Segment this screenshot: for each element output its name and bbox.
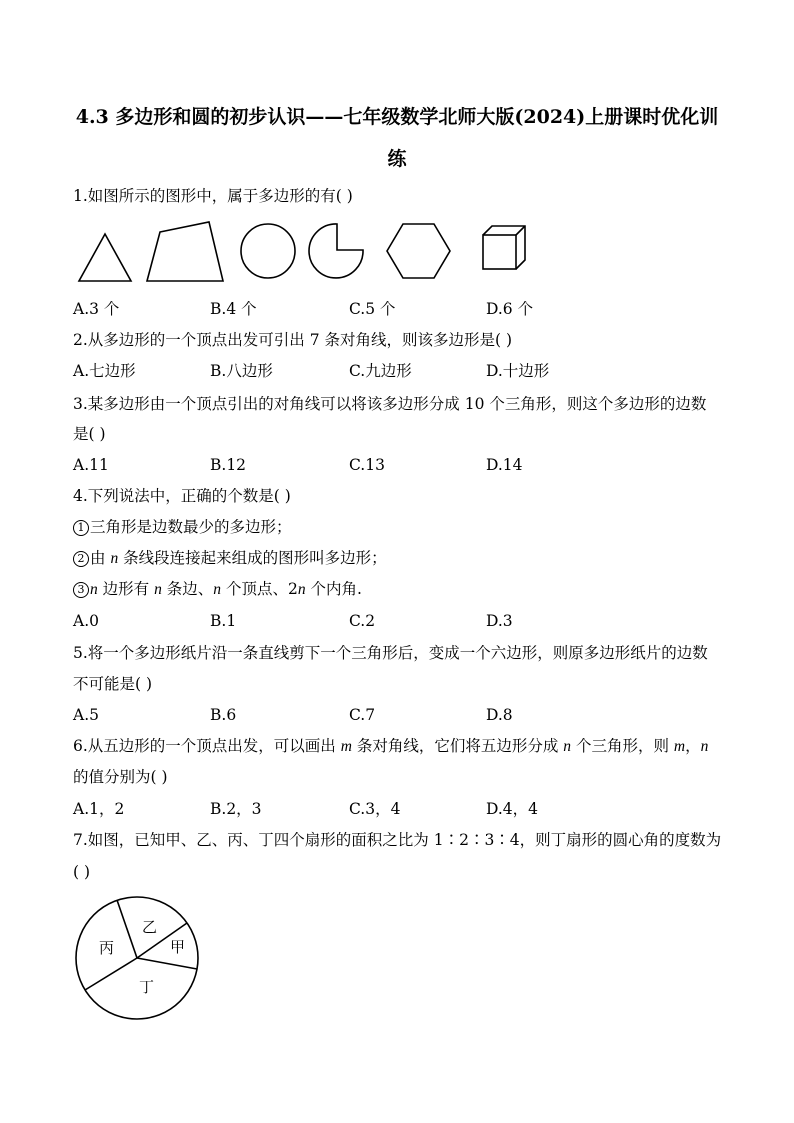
question-4-option-a[interactable]: A.0 (73, 612, 99, 630)
question-3-option-c[interactable]: C.13 (349, 456, 385, 474)
question-2-option-a[interactable]: A.七边形 (73, 362, 136, 380)
question-5-line-2: 不可能是( ) (73, 675, 153, 693)
question-6-line-1: 6.从五边形的一个顶点出发，可以画出 m 条对角线，它们将五边形分成 n 个三角形，则 m，n (73, 737, 709, 755)
question-1-text: 1.如图所示的图形中，属于多边形的有( ) (73, 187, 353, 205)
question-1-option-c[interactable]: C.5 个 (349, 300, 396, 318)
question-4-statement-1: 1 三角形是边数最少的多边形； (73, 516, 292, 538)
question-4-statement-2: 2 由 n 条线段连接起来组成的图形叫多边形； (73, 547, 387, 570)
question-3-line-2: 是( ) (73, 425, 106, 443)
question-2-option-b[interactable]: B.八边形 (210, 362, 273, 380)
title-line-2: 练 (387, 148, 407, 170)
question-3-option-d[interactable]: D.14 (486, 456, 523, 474)
question-2-option-c[interactable]: C.九边形 (349, 362, 412, 380)
question-4-text: 4.下列说法中，正确的个数是( ) (73, 487, 291, 505)
question-3-line-1: 3.某多边形由一个顶点引出的对角线可以将该多边形分成 10 个三角形，则这个多边形的边数 (73, 395, 707, 413)
question-2-option-d[interactable]: D.十边形 (486, 362, 550, 380)
circled-number-3: 3 (73, 582, 89, 598)
question-4-option-b[interactable]: B.1 (210, 612, 237, 630)
question-6-line-2: 的值分别为( ) (73, 768, 168, 786)
question-6-option-b[interactable]: B.2，3 (210, 800, 262, 818)
sector-label-bing: 丙 (99, 939, 115, 957)
question-1-option-d[interactable]: D.6 个 (486, 300, 534, 318)
sector-label-yi: 乙 (142, 918, 158, 936)
title-line-1: 4.3 多边形和圆的初步认识——七年级数学北师大版(2024)上册课时优化训 (75, 106, 719, 128)
question-5-option-d[interactable]: D.8 (486, 706, 513, 724)
question-5-line-1: 5.将一个多边形纸片沿一条直线剪下一个三角形后，变成一个六边形，则原多边形纸片的边数 (73, 644, 708, 662)
question-4-option-d[interactable]: D.3 (486, 612, 513, 630)
question-4-option-c[interactable]: C.2 (349, 612, 376, 630)
question-6-option-c[interactable]: C.3，4 (349, 800, 401, 818)
question-3-option-a[interactable]: A.11 (73, 456, 109, 474)
circled-number-2: 2 (73, 551, 89, 567)
question-2-text: 2.从多边形的一个顶点出发可引出 7 条对角线，则该多边形是( ) (73, 331, 513, 349)
question-1-option-b[interactable]: B.4 个 (210, 300, 257, 318)
radius-line-1 (117, 900, 137, 958)
question-5-option-b[interactable]: B.6 (210, 706, 237, 724)
question-7-line-2: ( ) (73, 863, 91, 881)
question-4-statement-3: 3 n 边形有 n 条边、n 个顶点、2n 个内角. (73, 578, 362, 601)
radius-line-3 (137, 958, 197, 969)
question-7-line-1: 7.如图，已知甲、乙、丙、丁四个扇形的面积之比为 1∶2∶3∶4，则丁扇形的圆心角的度数为 (73, 831, 722, 849)
question-1-option-a[interactable]: A.3 个 (73, 300, 120, 318)
question-3-option-b[interactable]: B.12 (210, 456, 247, 474)
question-5-option-a[interactable]: A.5 (73, 706, 99, 724)
circled-number-1: 1 (73, 520, 89, 536)
question-6-option-a[interactable]: A.1，2 (73, 800, 125, 818)
radius-line-4 (85, 958, 137, 990)
question-6-option-d[interactable]: D.4，4 (486, 800, 539, 818)
sector-label-ding: 丁 (139, 978, 155, 996)
sector-label-jia: 甲 (170, 938, 186, 956)
question-5-option-c[interactable]: C.7 (349, 706, 376, 724)
